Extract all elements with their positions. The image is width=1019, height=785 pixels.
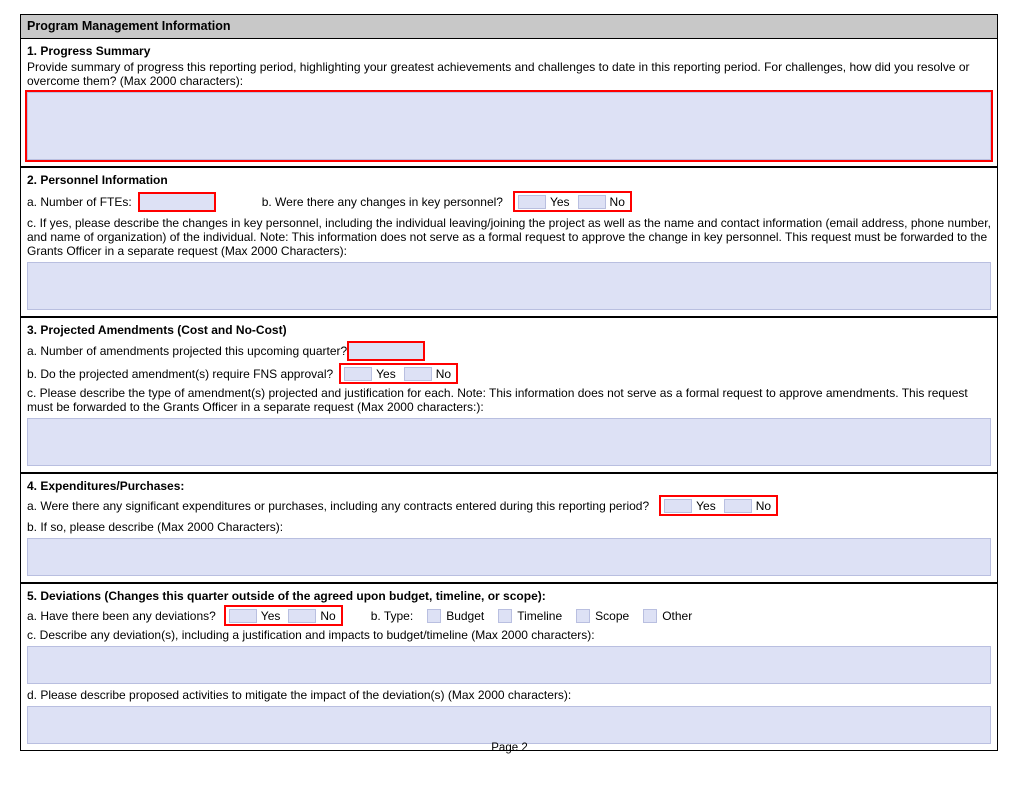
deviations-label: a. Have there been any deviations?: [27, 608, 216, 623]
section-title-amendments: 3. Projected Amendments (Cost and No-Cost): [27, 323, 287, 337]
deviations-c-prompt: c. Describe any deviation(s), including a justification and impacts to budget/timeline (Max 2000 characters):: [27, 628, 595, 642]
amendments-c-prompt: c. Please describe the type of amendment(s) projected and justification for each. Note: This information does not serve as a formal request to approve amendments. This request must be forwarded to the Grants Officer in a separate request (Max 2000 characters:):: [27, 386, 968, 414]
deviations-yes-label: Yes: [260, 608, 281, 623]
page-number: Page 2: [491, 742, 528, 754]
form-header: Program Management Information: [21, 15, 997, 39]
fns-approval-yesno-group: [339, 363, 458, 384]
progress-summary-textarea[interactable]: [27, 92, 991, 160]
deviations-yesno-group: [224, 605, 343, 626]
key-personnel-change-label: b. Were there any changes in key personnel?: [261, 194, 503, 209]
section-title-personnel: 2. Personnel Information: [27, 173, 168, 187]
expenditures-yesno-group: [659, 495, 778, 516]
expenditures-label: a. Were there any significant expenditures or purchases, including any contracts entered during this reporting period?: [27, 498, 650, 513]
section-title-expenditures: 4. Expenditures/Purchases:: [27, 479, 185, 493]
key-personnel-yes-label: Yes: [549, 194, 570, 209]
amendments-row-b: [27, 363, 991, 384]
fns-approval-label: b. Do the projected amendment(s) require FNS approval?: [27, 366, 334, 381]
personnel-c-prompt: c. If yes, please describe the changes in key personnel, including the individual leaving/joining the project as well as the name and contact information (email address, phone number, and name of organization) of the individual. Note: This information does not serve as a formal request to approve the change in key personnel. This request must be forwarded to the Grants Officer in a separate request (Max 2000 Characters):: [27, 216, 991, 258]
expenditures-describe-textarea[interactable]: [27, 538, 991, 576]
section-expenditures-purchases: [21, 474, 997, 584]
program-management-form: [20, 14, 998, 751]
deviations-yes-checkbox[interactable]: [229, 609, 257, 623]
deviation-type-budget[interactable]: [427, 609, 484, 623]
personnel-describe-textarea[interactable]: [27, 262, 991, 310]
other-label: Other: [662, 608, 693, 623]
key-personnel-no-label: No: [609, 194, 625, 209]
form-page: [20, 14, 996, 751]
amendments-count-input[interactable]: [347, 341, 425, 361]
scope-label: Scope: [595, 608, 630, 623]
deviations-no-label: No: [320, 608, 336, 623]
deviations-no-checkbox[interactable]: [288, 609, 316, 623]
fte-label: a. Number of FTEs:: [27, 194, 132, 209]
section-personnel-information: [21, 168, 997, 318]
fns-approval-yes-label: Yes: [376, 366, 396, 381]
fns-approval-no-checkbox[interactable]: [404, 367, 432, 381]
expenditures-no-checkbox[interactable]: [724, 499, 752, 513]
personnel-row-a: [27, 191, 991, 212]
section-projected-amendments: [21, 318, 997, 474]
expenditures-yes-checkbox[interactable]: [664, 499, 692, 513]
other-checkbox[interactable]: [643, 609, 657, 623]
deviation-type-scope[interactable]: [576, 609, 629, 623]
key-personnel-yesno-group: [513, 191, 632, 212]
section-deviations: [21, 584, 997, 750]
expenditures-b-prompt: b. If so, please describe (Max 2000 Characters):: [27, 520, 284, 534]
deviation-type-label: b. Type:: [370, 608, 414, 623]
timeline-checkbox[interactable]: [498, 609, 512, 623]
deviations-mitigation-textarea[interactable]: [27, 706, 991, 744]
expenditures-no-label: No: [755, 498, 772, 513]
progress-prompt: Provide summary of progress this reporting period, highlighting your greatest achievements and challenges to date in this reporting period. For challenges, how did you resolve or overcome them? (Max 2000 characters):: [27, 60, 970, 88]
amendments-row-a: [27, 341, 991, 361]
deviation-type-timeline[interactable]: [498, 609, 562, 623]
section-title-deviations: 5. Deviations (Changes this quarter outside of the agreed upon budget, timeline, or scope):: [27, 589, 546, 603]
fte-input[interactable]: [138, 192, 216, 212]
amendments-count-label: a. Number of amendments projected this upcoming quarter?: [27, 344, 348, 358]
section-title-progress: 1. Progress Summary: [27, 44, 151, 58]
deviations-row-a: [27, 605, 991, 626]
deviations-describe-textarea[interactable]: [27, 646, 991, 684]
deviation-type-other[interactable]: [643, 609, 692, 623]
deviations-d-prompt: d. Please describe proposed activities to mitigate the impact of the deviation(s) (Max 2000 characters):: [27, 688, 572, 702]
fns-approval-no-label: No: [435, 366, 452, 381]
expenditures-row-a: [27, 495, 991, 516]
amendments-describe-textarea[interactable]: [27, 418, 991, 466]
section-progress-summary: [21, 39, 997, 168]
timeline-label: Timeline: [517, 608, 563, 623]
key-personnel-no-checkbox[interactable]: [578, 195, 606, 209]
fns-approval-yes-checkbox[interactable]: [344, 367, 372, 381]
scope-checkbox[interactable]: [576, 609, 590, 623]
expenditures-yes-label: Yes: [696, 498, 716, 513]
key-personnel-yes-checkbox[interactable]: [518, 195, 546, 209]
budget-checkbox[interactable]: [427, 609, 441, 623]
budget-label: Budget: [446, 608, 485, 623]
